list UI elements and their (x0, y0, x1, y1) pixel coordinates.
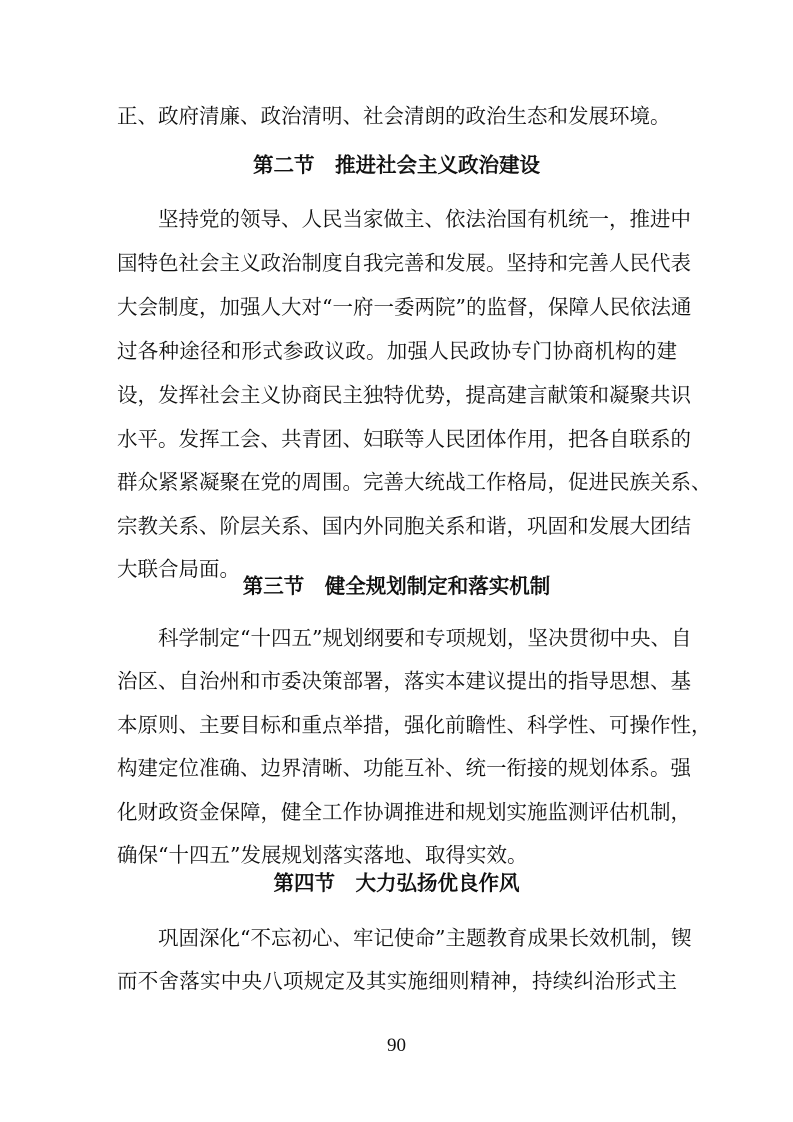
paragraph-line: 确保“十四五”发展规划落实落地、取得实效。 (117, 843, 528, 867)
paragraph-line: 宗教关系、阶层关系、国内外同胞关系和谐，巩固和发展大团结 (117, 514, 691, 538)
paragraph-line: 化财政资金保障，健全工作协调推进和规划实施监测评估机制， (117, 800, 691, 824)
paragraph-line: 水平。发挥工会、共青团、妇联等人民团体作用，把各自联系的 (117, 427, 691, 451)
paragraph-line: 构建定位准确、边界清晰、功能互补、统一衔接的规划体系。强 (117, 756, 691, 780)
paragraph-line: 治区、自治州和市委决策部署，落实本建议提出的指导思想、基 (117, 669, 691, 693)
paragraph-line: 群众紧紧凝聚在党的周围。完善大统战工作格局，促进民族关系、 (117, 470, 712, 494)
paragraph-line: 大联合局面。 (117, 557, 240, 581)
section-heading: 第四节 大力弘扬优良作风 (273, 871, 520, 895)
paragraph-line: 坚持党的领导、人民当家做主、依法治国有机统一，推进中 (117, 207, 691, 231)
paragraph-line: 巩固深化“不忘初心、牢记使命”主题教育成果长效机制，锲 (117, 926, 692, 950)
paragraph-line: 正、政府清廉、政治清明、社会清朗的政治生态和发展环境。 (117, 104, 671, 128)
paragraph-line: 设，发挥社会主义协商民主独特优势，提高建言献策和凝聚共识 (117, 383, 691, 407)
page-number: 90 (387, 1035, 406, 1056)
section-heading: 第三节 健全规划制定和落实机制 (242, 574, 551, 598)
section-heading: 第二节 推进社会主义政治建设 (253, 153, 540, 177)
paragraph-line: 本原则、主要目标和重点举措，强化前瞻性、科学性、可操作性， (117, 713, 712, 737)
paragraph-line: 国特色社会主义政治制度自我完善和发展。坚持和完善人民代表 (117, 251, 691, 275)
paragraph-line: 过各种途径和形式参政议政。加强人民政协专门协商机构的建 (117, 339, 677, 363)
paragraph-line: 科学制定“十四五”规划纲要和专项规划，坚决贯彻中央、自 (117, 626, 692, 650)
paragraph-line: 而不舍落实中央八项规定及其实施细则精神，持续纠治形式主 (117, 969, 677, 993)
paragraph-line: 大会制度，加强人大对“一府一委两院”的监督，保障人民依法通 (117, 295, 692, 319)
